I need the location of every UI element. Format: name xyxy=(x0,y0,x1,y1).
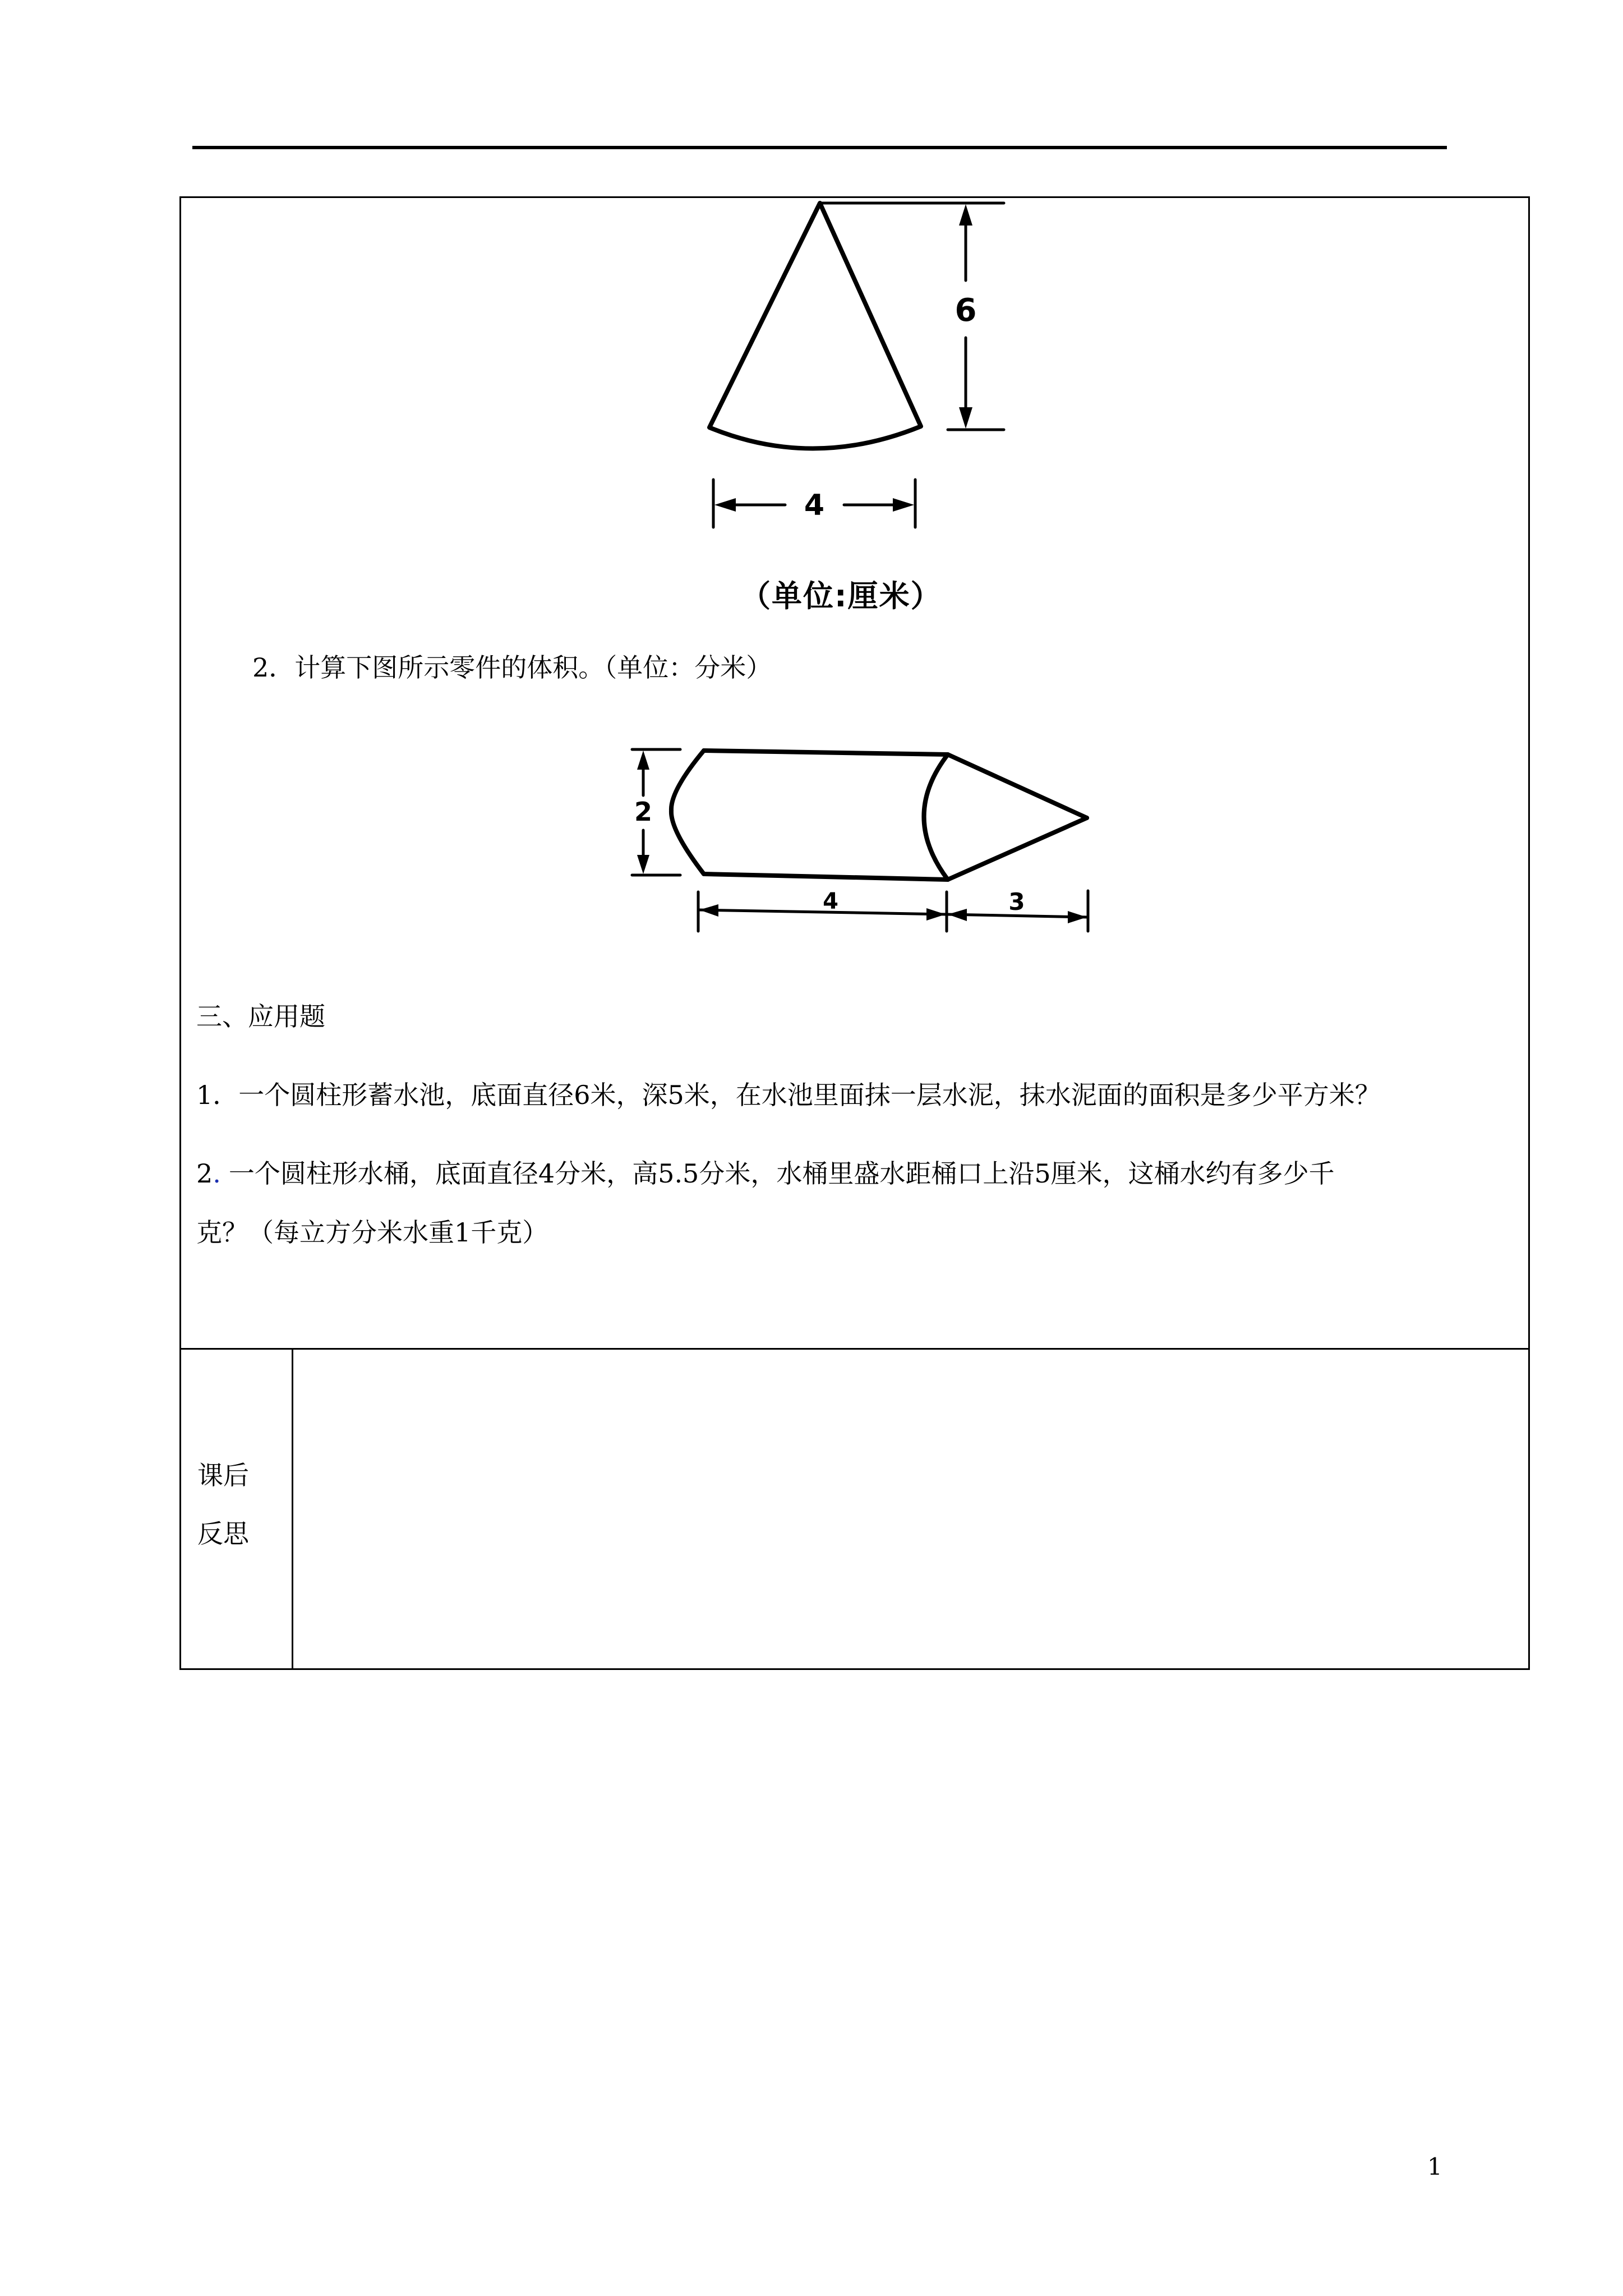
cone-top-edge xyxy=(948,754,1087,818)
application-question-2-line-2: 克？（每立方分米水重1千克） xyxy=(196,1217,548,1248)
unit-label: （单位:厘米） xyxy=(740,578,942,614)
length-arrow-left xyxy=(699,904,718,917)
height-label: 6 xyxy=(955,292,977,329)
section-3-heading: 三、应用题 xyxy=(196,1001,325,1032)
problem-2-text: 2．计算下图所示零件的体积。（单位：分米） xyxy=(252,652,772,683)
question-2-text: 一个圆柱形水桶，底面直径4分米，高5.5分米，水桶里盛水距桶口上沿5厘米，这桶水约有多少千 xyxy=(228,1158,1335,1189)
reflection-label-line-1: 课后 xyxy=(197,1460,249,1490)
sector-figure xyxy=(690,196,1038,544)
height-arrow-down xyxy=(959,407,972,429)
cylinder-cone-figure xyxy=(620,735,1113,954)
height-arrow-up xyxy=(959,204,972,226)
diameter-arrow-up xyxy=(637,751,649,770)
table-row-divider xyxy=(179,1348,1530,1350)
sector-outline xyxy=(709,203,921,449)
diameter-arrow-down xyxy=(637,855,649,874)
question-2-number: 2 xyxy=(196,1158,213,1189)
question-2-dot: . xyxy=(213,1158,221,1189)
application-question-1: 1．一个圆柱形蓄水池，底面直径6米，深5米，在水池里面抹一层水泥，抹水泥面的面积是多少平方米？ xyxy=(196,1080,1381,1110)
width-label: 4 xyxy=(804,489,825,522)
cone-bottom-edge xyxy=(948,818,1087,880)
cylinder-left-end xyxy=(671,751,704,874)
application-question-2-line-1 xyxy=(196,1157,1335,1190)
table-column-divider xyxy=(292,1348,293,1670)
page-number: 1 xyxy=(1427,2153,1442,2180)
width-arrow-right xyxy=(893,498,914,512)
length-arrow-right xyxy=(1068,911,1087,923)
diameter-label: 2 xyxy=(634,797,653,827)
cylinder-right-end xyxy=(924,754,948,880)
cylinder-length-label: 4 xyxy=(823,889,838,914)
width-arrow-left xyxy=(714,498,736,512)
cylinder-bottom-edge xyxy=(704,874,948,880)
reflection-label-line-2: 反思 xyxy=(197,1519,249,1549)
cylinder-top-edge xyxy=(704,751,948,754)
header-rule xyxy=(192,146,1447,149)
length-arrow-mid-left xyxy=(926,908,946,921)
cone-length-label: 3 xyxy=(1008,888,1025,915)
length-arrow-mid-right xyxy=(948,909,967,921)
